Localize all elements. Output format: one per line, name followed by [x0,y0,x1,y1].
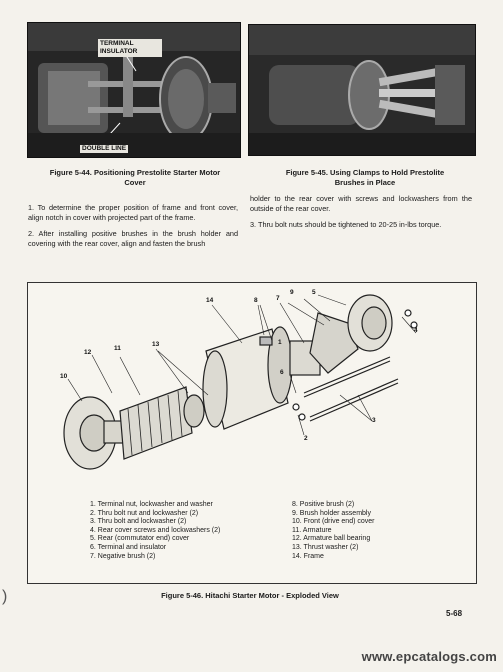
paragraph-step-2-cont: holder to the rear cover with screws and lockwashers from the outside of the rear cover. [250,194,472,213]
figure-5-45-photo [248,24,476,156]
paragraph-step-3: 3. Thru bolt nuts should be tightened to 20-25 in-lbs torque. [250,220,442,229]
legend-item: 10. Front (drive end) cover [292,518,375,526]
legend-item: 13. Thrust washer (2) [292,543,359,551]
legend-right [292,501,374,561]
paragraph-step-2: 2. After installing positive brushes in the brush holder and covering with the rear cover, align and fasten the brush [28,229,238,248]
scan-mark: ) [2,588,8,605]
legend-item: 5. Rear (commutator end) cover [90,535,190,543]
callout-2: 2 [304,435,308,442]
paragraph-step-1: 1. To determine the proper position of frame and front cover, align notch in cover with projected part of the frame. [28,203,238,222]
callout-12: 12 [84,349,92,356]
callout-4: 4 [414,327,418,334]
legend-item: 3. Thru bolt and lockwasher (2) [90,518,187,526]
legend-item: 6. Terminal and insulator [90,543,167,551]
legend-item: 7. Negative brush (2) [90,552,156,560]
figure-5-44-caption: Figure 5-44. Positioning Prestolite Starter Motor Cover [49,168,221,187]
callout-3: 3 [372,417,376,424]
callout-6: 6 [280,369,284,376]
legend-item: 12. Armature ball bearing [292,535,371,543]
legend-item: 4. Rear cover screws and lockwashers (2) [90,526,221,534]
callout-5: 5 [312,289,316,296]
legend-item: 9. Brush holder assembly [292,509,371,517]
callout-10: 10 [60,373,68,380]
figure-5-44-photo [27,22,241,158]
figure-5-46-exploded-view [27,282,477,584]
callout-1: 1 [278,339,282,346]
callout-13: 13 [152,341,160,348]
terminal-insulator-label: TERMINAL INSULATOR [98,39,162,57]
double-line-label: DOUBLE LINE [82,145,127,152]
legend-item: 2. Thru bolt nut and lockwasher (2) [90,509,199,517]
callout-9: 9 [290,289,294,296]
watermark: www.epcatalogs.com [361,649,497,664]
page-number: 5-68 [446,609,463,618]
callout-8: 8 [254,297,258,304]
callout-11: 11 [114,345,121,352]
legend-item: 1. Terminal nut, lockwasher and washer [90,501,213,508]
legend-item: 8. Positive brush (2) [292,501,355,508]
text-column-left [28,203,238,255]
figure-5-45-caption: Figure 5-45. Using Clamps to Hold Prestolite Brushes in Place [285,168,445,187]
text-column-right [250,194,472,236]
legend-item: 14. Frame [292,552,324,560]
figure-5-46-caption: Figure 5-46. Hitachi Starter Motor - Exploded View [161,591,339,600]
clamps-brushes-photo [249,25,475,155]
legend-item: 11. Armature [292,526,332,534]
legend-left [90,501,220,561]
callout-14: 14 [206,297,214,304]
callout-7: 7 [276,295,280,302]
